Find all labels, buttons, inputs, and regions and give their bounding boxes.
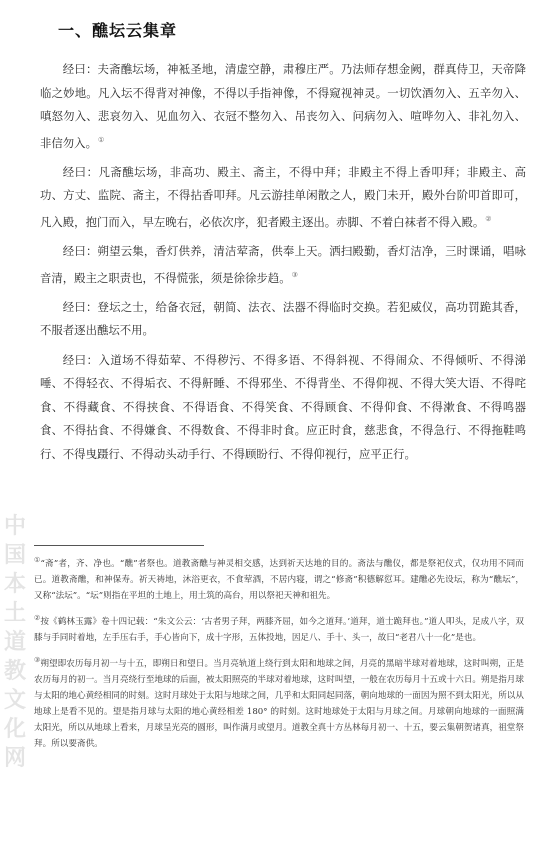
footnote	[34, 652, 524, 752]
watermark-char: 网	[3, 746, 26, 771]
watermark-char: 道	[3, 630, 26, 655]
main-text	[40, 58, 526, 472]
footnote-mark: ①	[34, 556, 41, 564]
footnote-text: “斋”者，齐、净也。“醮”者祭也。道教斋醮与神灵相交感，达到祈天达地的目的。斋法与醮仪，都是祭祀仪式，仅功用不同而已。道教斋醮，和神保寿。祈天祷地，沐浴更衣，不食荤酒，不居内寝，谓之“修斋”积德解愆耳。建醮必先设坛，称为“醮坛”，又称“法坛”。“坛”则指在平坦的土地上，用土筑的高台，用以祭祀天神和祖先。	[34, 558, 524, 601]
paragraph-text: 经曰：朔望云集，香灯供养，清洁荤斋，供奉上天。洒扫殿勤，香灯洁净，三时课诵，唱咏音清，殿主之职责也，不得慌张，须是徐徐步趋。	[40, 244, 526, 285]
footnote	[34, 610, 524, 646]
watermark-char: 中	[3, 514, 26, 539]
watermark-char: 教	[3, 659, 26, 684]
watermark	[2, 512, 28, 773]
paragraph-text: 经曰：入道场不得茹荤、不得秽污、不得多语、不得斜视、不得闹众、不得倾听、不得涕唾、不得轻衣、不得垢衣、不得鼾睡、不得邪坐、不得背坐、不得仰视、不得大笑大语、不得咤食、不得藏食、不得挟食、不得语食、不得笑食、不得顾食、不得仰食、不得漱食、不得鸣器食、不得拈食、不得嫌食、不得数食、不得非时食。应正时食，慈悲食，不得急行、不得拖鞋鸣行、不得曳蹑行、不得动头动手行、不得顾盼行、不得仰视行，应平正行。	[40, 352, 526, 461]
paragraph	[40, 349, 526, 467]
paragraph	[40, 240, 526, 290]
footnote-text: 朔望即农历每月初一与十五，即朔日和望日。当月亮轨道上绕行到太阳和地球之间，月亮的黑暗半球对着地球，这时叫朔，正是农历每月的初一。当月亮绕行至地球的后面，被太阳照亮的半球对着地球，这时叫望，一般在农历每月十五或十六日。朔是指月球与太阳的地心黄经相同的时刻。这时月球处于太阳与地球之间，几乎和太阳同起同落，朝向地球的一面因为照不到太阳光，所以从地球上是看不见的。望是指月球与太阳的地心黄经相差 180° 的时刻。这时地球处于太阳与月球之间。月球朝向地球的一面照满太阳光，所以从地球上看来，月球呈光亮的圆形，叫作满月或望月。道教全真十方丛林每月初一、十五，要云集朝贺诸真，祖堂祭拜。所以要斋供。	[34, 658, 524, 749]
watermark-char: 化	[3, 717, 26, 742]
footnote-divider	[34, 545, 204, 546]
paragraph-text: 经曰：夫斋醮坛场，神袛圣地，清虚空静，肃穆庄严。乃法师存想金阙，群真侍卫，天帝降临之妙地。凡入坛不得背对神像，不得以手指神像，不得窥视神灵。一切饮酒勿入、五辛勿入、嗔怒勿入、悲哀勿入、见血勿入、衣冠不整勿入、吊丧勿入、问病勿入、喧哗勿入、非礼勿入、非信勿入。	[40, 62, 526, 150]
footnote-ref[interactable]: ③	[291, 270, 298, 279]
paragraph	[40, 296, 526, 343]
paragraph-text: 经曰：登坛之士，给备衣冠，朝简、法衣、法器不得临时交换。若犯威仪，高功罚跪其香，不服者逐出醮坛不用。	[40, 299, 526, 338]
paragraph	[40, 161, 526, 234]
paragraph-text: 经曰：凡斋醮坛场，非高功、殿主、斋主，不得中拜；非殿主不得上香叩拜；非殿主、高功、方丈、监院、斋主，不得拈香叩拜。凡云游挂单闲散之人，殿门未开，殿外台阶叩首即可，凡入殿，抱门而入，早左晚右，必依次序，犯者殿主逐出。赤脚、不着白袜者不得入殿。	[40, 164, 526, 229]
footnote-mark: ②	[34, 613, 41, 622]
watermark-char: 本	[3, 572, 26, 597]
watermark-char: 国	[3, 543, 26, 568]
footnotes	[34, 552, 524, 758]
footnote	[34, 552, 524, 604]
chapter-title: 一、醮坛云集章	[58, 21, 178, 40]
watermark-char: 土	[3, 601, 26, 626]
footnote-ref[interactable]: ①	[97, 135, 105, 144]
footnote-text: 按《鹤林玉露》卷十四记载：“朱文公云：‘古者男子拜，两膝齐屈，如今之道拜。’道拜，道士跪拜也。”道人叩头，足成八字，双膝与手同时着地，左手压右手，手心皆向下，成十字形，五体投地，因足八、手十、头一，故曰“老君八十一化”是也。	[34, 616, 524, 643]
watermark-char: 文	[3, 688, 26, 713]
footnote-ref[interactable]: ②	[485, 214, 492, 223]
paragraph	[40, 58, 526, 155]
footnote-mark: ③	[34, 655, 41, 664]
